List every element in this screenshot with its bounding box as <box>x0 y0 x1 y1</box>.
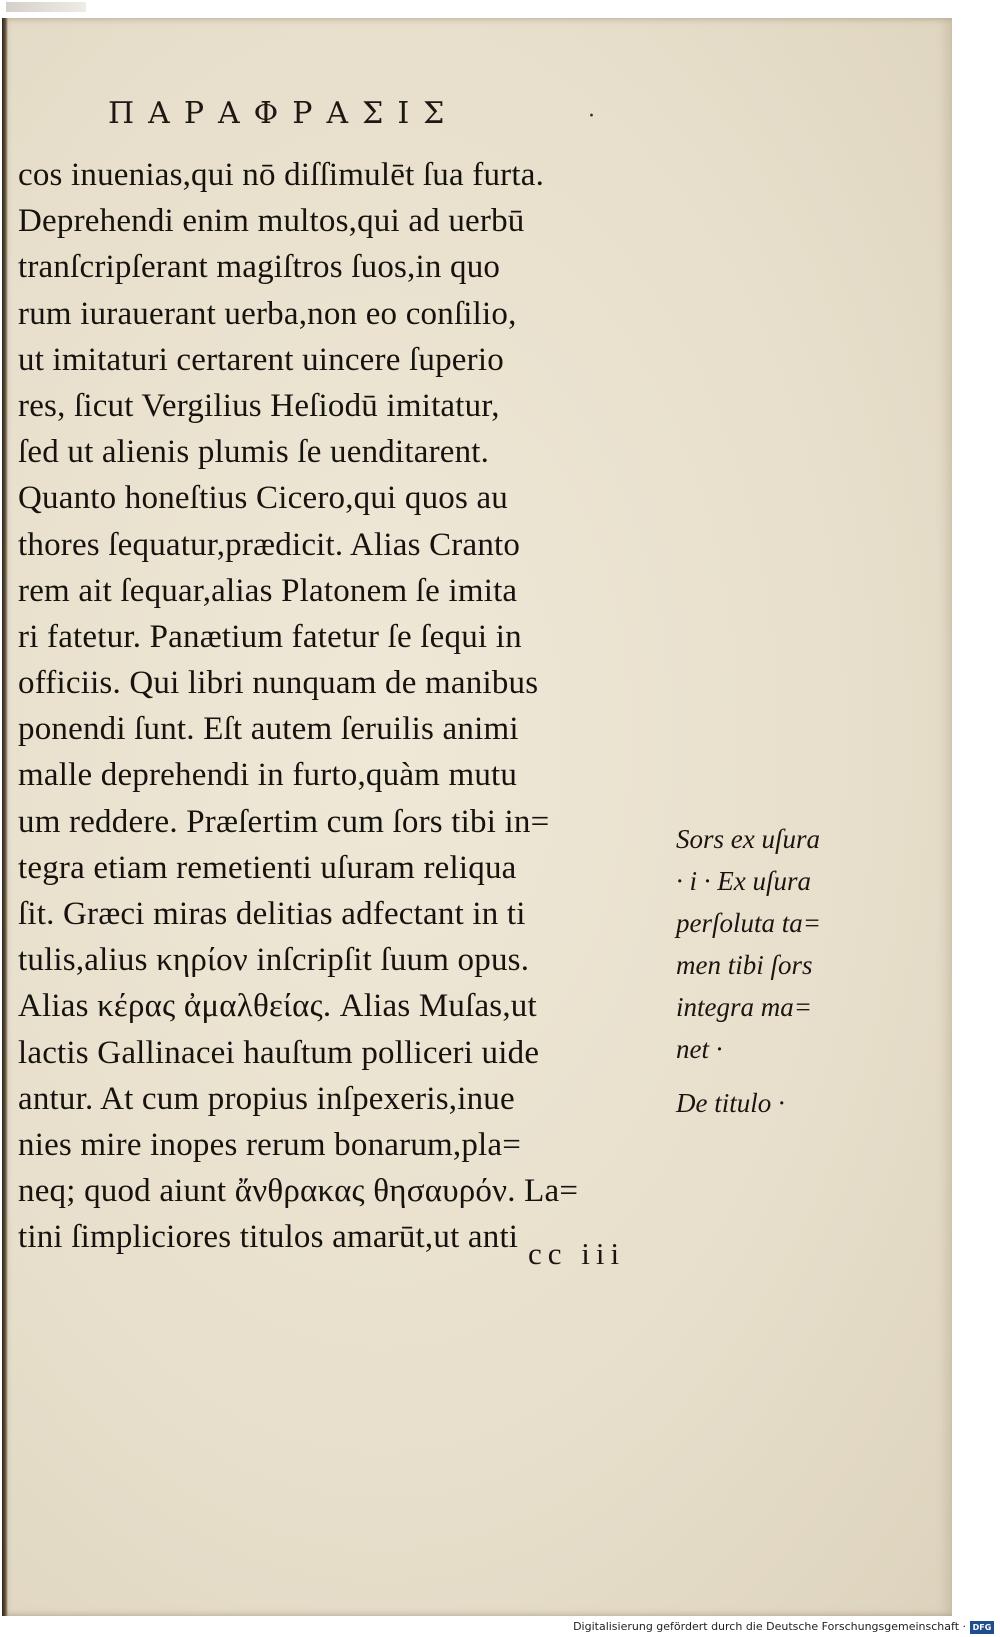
footer-credit: Digitalisierung gefördert durch die Deutsche Forschungsgemeinschaft · <box>573 1620 966 1633</box>
marginal-note-line: perſoluta ta= <box>676 908 821 938</box>
text-line: um reddere. Præſertim cum ſors tibi in= <box>18 803 550 840</box>
text-line: officiis. Qui libri nunquam de manibus <box>18 665 539 702</box>
text-line: tranſcripſerant magiſtros ſuos,in quo <box>18 249 501 286</box>
text-line: antur. At cum propius inſpexeris,inue <box>18 1080 515 1117</box>
text-line: tegra etiam remetienti uſuram reliqua <box>18 849 517 886</box>
dfg-logo: DFG <box>970 1621 994 1634</box>
running-head-ornament: · <box>588 104 595 129</box>
marginal-note-line: Sors ex uſura <box>676 824 820 854</box>
marginal-note-line: De titulo · <box>676 1088 785 1118</box>
text-line: rum iurauerant uerba,non eo conſilio, <box>18 295 517 332</box>
text-line: lactis Gallinacei hauſtum polliceri uide <box>18 1034 540 1071</box>
marginal-note-line: · i · Ex uſura <box>676 866 811 896</box>
text-line: rem ait ſequar,alias Platonem ſe imita <box>18 572 518 609</box>
text-line: thores ſequatur,prædicit. Alias Cranto <box>18 526 521 563</box>
text-line: cos inuenias,qui nō diſſimulēt ſua furta. <box>18 157 545 193</box>
text-line: res, ſicut Vergilius Heſiodū imitatur, <box>18 387 500 424</box>
signature-mark: cc iii <box>528 1236 626 1271</box>
marginal-notes <box>676 818 846 1124</box>
text-line: Quanto honeſtius Cicero,qui quos au <box>18 480 509 517</box>
text-line: ri fatetur. Panætium fatetur ſe ſequi in <box>18 618 522 655</box>
text-line: neq; quod aiunt ἄνθρακας θησαυρόν. La= <box>18 1173 579 1210</box>
text-line: Deprehendi enim multos,qui ad uerbū <box>18 203 525 240</box>
scan-calibration-mark <box>6 2 86 12</box>
text-line: tulis,alius κηρίον inſcripſit ſuum opus. <box>18 942 530 979</box>
text-line: Alias κέρας ἀμαλθείας. Alias Muſas,ut <box>18 988 537 1025</box>
text-line: ut imitaturi certarent uincere ſuperio <box>18 341 504 378</box>
body-text <box>18 152 678 1261</box>
text-line: ſit. Græci miras delitias adfectant in ti <box>18 896 526 932</box>
marginal-note-line: integra ma= <box>676 992 812 1022</box>
running-head: ΠΑΡΑΦΡΑΣΙΣ <box>108 96 459 131</box>
text-line: ponendi ſunt. Eſt autem ſeruilis animi <box>18 711 519 748</box>
marginal-note-line: net · <box>676 1034 723 1064</box>
text-line: malle deprehendi in furto,quàm mutu <box>18 757 518 794</box>
text-line: tini ſimpliciores titulos amarūt,ut anti <box>18 1219 519 1256</box>
text-line: nies mire inopes rerum bonarum,pla= <box>18 1126 522 1163</box>
text-line: ſed ut alienis plumis ſe uenditarent. <box>18 434 490 471</box>
marginal-note-line: men tibi ſors <box>676 950 813 980</box>
page-gutter-shadow <box>2 18 8 1616</box>
